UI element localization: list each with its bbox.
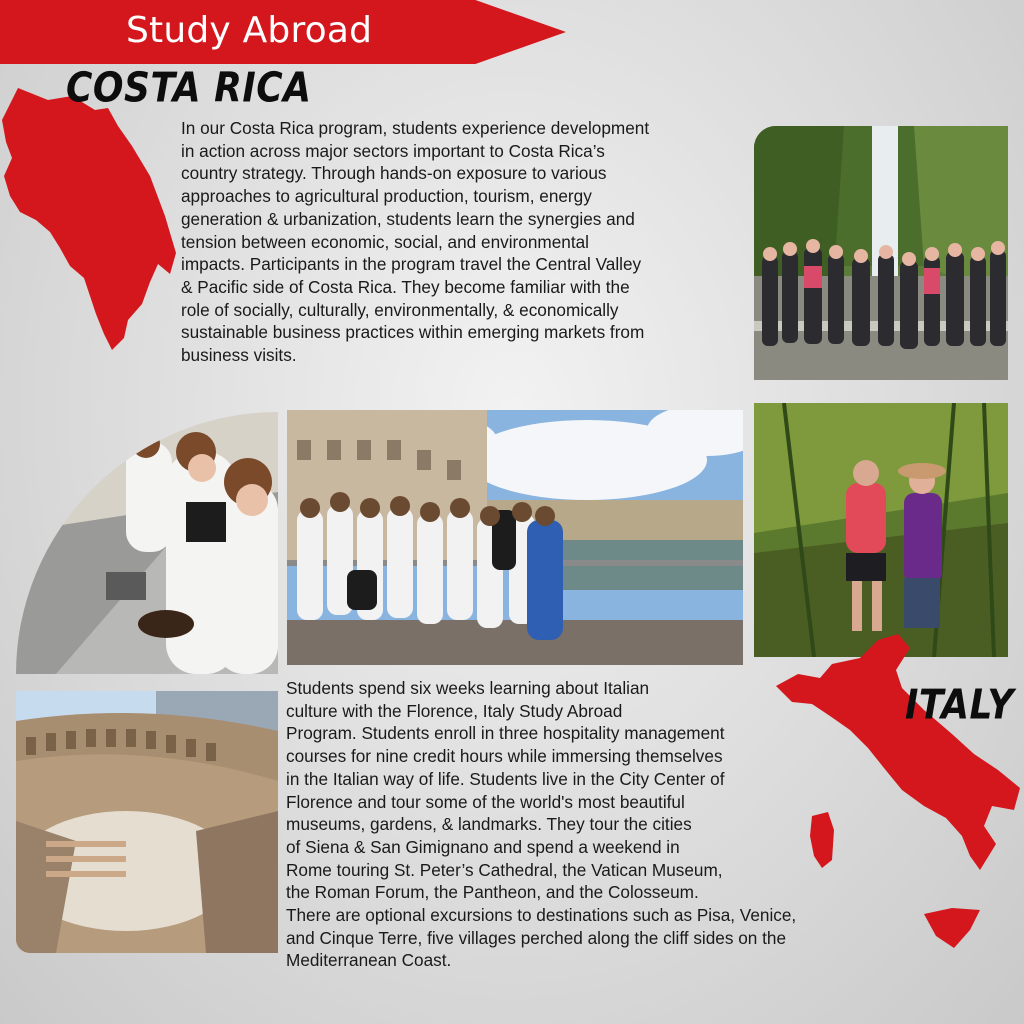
costa-rica-title: COSTA RICA	[66, 64, 312, 113]
paragraph-line: generation & urbanization, students learn the synergies and	[181, 208, 635, 229]
paragraph-line: role of socially, culturally, environmentally, & economically	[181, 299, 619, 320]
colosseum-photo	[16, 691, 278, 953]
rainforest-hike-photo	[754, 403, 1008, 657]
paragraph-line: business visits.	[181, 345, 297, 366]
paragraph-line: the Roman Forum, the Pantheon, and the Colosseum.	[286, 882, 699, 903]
paragraph-line: Program. Students enroll in three hospitality management	[286, 723, 725, 744]
italy-map-icon	[774, 630, 1024, 960]
paragraph-line: Students spend six weeks learning about Italian	[286, 678, 650, 698]
italy-title: ITALY	[905, 681, 1014, 730]
paragraph-line: approaches to agricultural production, tourism, energy	[181, 186, 592, 207]
florence-group-photo	[287, 410, 743, 665]
paragraph-line: impacts. Participants in the program travel the Central Valley	[181, 254, 642, 275]
paragraph-line: Mediterranean Coast.	[286, 950, 452, 971]
paragraph-line: Rome touring St. Peter’s Cathedral, the Vatican Museum,	[286, 859, 723, 880]
italy-paragraph	[286, 677, 796, 972]
paragraph-line: and Cinque Terre, five villages perched along the cliff sides on the	[286, 927, 787, 948]
paragraph-line: in the Italian way of life. Students live in the City Center of	[286, 768, 725, 789]
paragraph-line: There are optional excursions to destinations such as Pisa, Venice,	[286, 905, 797, 926]
banner-title: Study Abroad	[126, 10, 373, 51]
paragraph-line: In our Costa Rica program, students experience development	[181, 118, 650, 138]
paragraph-line: tension between economic, social, and environmental	[181, 231, 589, 252]
paragraph-line: culture with the Florence, Italy Study Abroad	[286, 700, 623, 721]
paragraph-line: sustainable business practices within emerging markets from	[181, 322, 645, 343]
paragraph-line: of Siena & San Gimignano and spend a weekend in	[286, 836, 680, 857]
paragraph-line: courses for nine credit hours while immersing themselves	[286, 746, 723, 767]
paragraph-line: country strategy. Through hands-on exposure to various	[181, 163, 607, 184]
costa-rica-map-icon	[0, 88, 180, 353]
paragraph-line: museums, gardens, & landmarks. They tour the cities	[286, 814, 692, 835]
costa-rica-paragraph	[181, 117, 649, 367]
cooking-class-photo	[16, 412, 278, 674]
waterfall-group-photo	[754, 126, 1008, 380]
paragraph-line: & Pacific side of Costa Rica. They become familiar with the	[181, 276, 630, 297]
paragraph-line: Florence and tour some of the world's most beautiful	[286, 791, 685, 812]
paragraph-line: in action across major sectors important to Costa Rica’s	[181, 140, 605, 161]
